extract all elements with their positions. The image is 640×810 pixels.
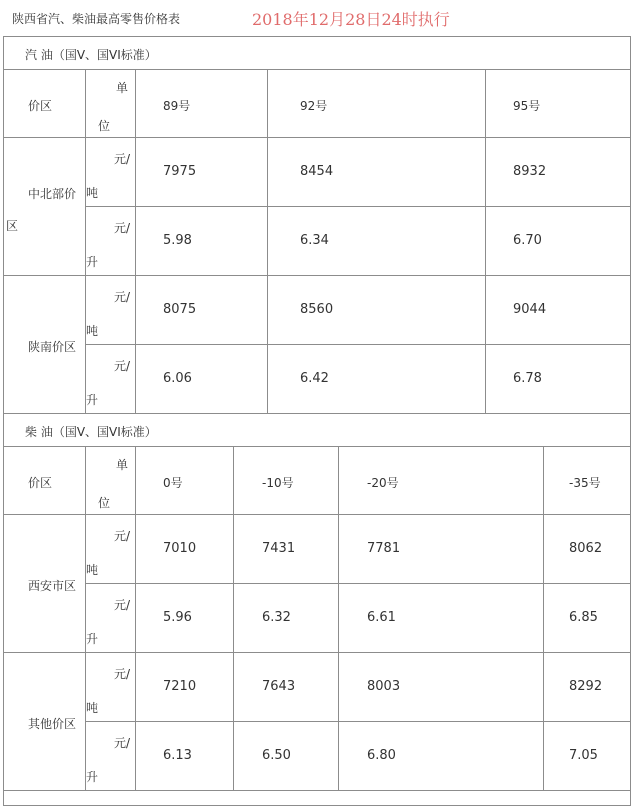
diesel-value-0-1-2: 6.61 — [367, 610, 396, 625]
grid-line — [85, 69, 86, 413]
diesel-unit-header: 单 — [116, 458, 129, 472]
grid-line — [3, 413, 631, 414]
diesel-value-1-1-0: 6.13 — [163, 748, 192, 763]
diesel-grade-3: -35号 — [569, 476, 601, 490]
diesel-value-1-0-1: 7643 — [262, 679, 296, 694]
gasoline-value-0-0-2: 8932 — [513, 164, 547, 179]
diesel-region-header: 价区 — [28, 476, 53, 490]
grid-line — [85, 344, 631, 345]
gasoline-value-1-0-2: 9044 — [513, 302, 547, 317]
grid-line — [485, 69, 486, 413]
diesel-value-0-0-3: 8062 — [569, 541, 603, 556]
gasoline-region-name-1: 陕南价区 — [28, 340, 77, 354]
gasoline-unit-1-0-b: 吨 — [86, 324, 99, 338]
grid-line — [3, 69, 631, 70]
gasoline-unit-1-1: 元/ — [114, 359, 131, 373]
diesel-value-1-0-2: 8003 — [367, 679, 401, 694]
diesel-unit-1-0-b: 吨 — [86, 701, 99, 715]
gasoline-grade-2: 95号 — [513, 99, 541, 113]
gasoline-section-title: 汽 油（国V、国VI标准） — [25, 48, 157, 62]
gasoline-value-0-1-0: 5.98 — [163, 233, 192, 248]
diesel-value-0-1-1: 6.32 — [262, 610, 291, 625]
grid-line — [543, 446, 544, 790]
diesel-region-name-1: 其他价区 — [28, 717, 77, 731]
gasoline-unit-0-0-b: 吨 — [86, 186, 99, 200]
diesel-unit-0-0: 元/ — [114, 529, 131, 543]
diesel-value-1-0-0: 7210 — [163, 679, 197, 694]
gasoline-grade-1: 92号 — [300, 99, 328, 113]
diesel-value-0-0-1: 7431 — [262, 541, 296, 556]
diesel-value-1-1-1: 6.50 — [262, 748, 291, 763]
diesel-unit-header: 位 — [98, 496, 111, 510]
gasoline-grade-0: 89号 — [163, 99, 191, 113]
diesel-value-1-1-2: 6.80 — [367, 748, 396, 763]
diesel-value-0-1-0: 5.96 — [163, 610, 192, 625]
grid-line — [3, 446, 631, 447]
diesel-unit-1-1-b: 升 — [86, 770, 99, 784]
grid-line — [267, 69, 268, 413]
diesel-unit-0-1-b: 升 — [86, 632, 99, 646]
gasoline-value-0-0-0: 7975 — [163, 164, 197, 179]
gasoline-unit-1-0: 元/ — [114, 290, 131, 304]
grid-line — [3, 137, 631, 138]
grid-line — [3, 36, 4, 806]
gasoline-value-0-1-2: 6.70 — [513, 233, 542, 248]
gasoline-value-0-0-1: 8454 — [300, 164, 334, 179]
diesel-value-1-1-3: 7.05 — [569, 748, 598, 763]
diesel-value-0-0-0: 7010 — [163, 541, 197, 556]
price-table — [3, 36, 631, 806]
diesel-unit-0-1: 元/ — [114, 598, 131, 612]
gasoline-unit-0-0: 元/ — [114, 152, 131, 166]
grid-line — [85, 206, 631, 207]
gasoline-unit-0-1-b: 升 — [86, 255, 99, 269]
grid-line — [3, 275, 631, 276]
gasoline-unit-1-1-b: 升 — [86, 393, 99, 407]
grid-line — [3, 805, 631, 806]
effective-date: 2018年12月28日24时执行 — [252, 10, 450, 29]
grid-line — [85, 583, 631, 584]
gasoline-value-1-1-0: 6.06 — [163, 371, 192, 386]
diesel-value-0-1-3: 6.85 — [569, 610, 598, 625]
gasoline-region-name-0-cont: 区 — [6, 219, 19, 233]
gasoline-value-1-1-1: 6.42 — [300, 371, 329, 386]
gasoline-value-0-1-1: 6.34 — [300, 233, 329, 248]
diesel-unit-1-0: 元/ — [114, 667, 131, 681]
gasoline-unit-header: 单 — [116, 81, 129, 95]
diesel-value-1-0-3: 8292 — [569, 679, 603, 694]
grid-line — [3, 36, 631, 37]
gasoline-region-name-0: 中北部价 — [28, 187, 77, 201]
gasoline-value-1-0-1: 8560 — [300, 302, 334, 317]
diesel-grade-2: -20号 — [367, 476, 399, 490]
grid-line — [85, 721, 631, 722]
diesel-grade-1: -10号 — [262, 476, 294, 490]
grid-line — [233, 446, 234, 790]
diesel-region-name-0: 西安市区 — [28, 579, 77, 593]
diesel-section-title: 柴 油（国V、国VI标准） — [25, 425, 157, 439]
page-header — [0, 0, 640, 36]
grid-line — [135, 69, 136, 413]
grid-line — [3, 514, 631, 515]
table-title: 陕西省汽、柴油最高零售价格表 — [12, 12, 181, 26]
gasoline-unit-0-1: 元/ — [114, 221, 131, 235]
grid-line — [338, 446, 339, 790]
grid-line — [630, 36, 631, 806]
diesel-value-0-0-2: 7781 — [367, 541, 401, 556]
diesel-grade-0: 0号 — [163, 476, 183, 490]
gasoline-value-1-0-0: 8075 — [163, 302, 197, 317]
grid-line — [85, 446, 86, 790]
gasoline-unit-header: 位 — [98, 119, 111, 133]
gasoline-region-header: 价区 — [28, 99, 53, 113]
grid-line — [3, 652, 631, 653]
diesel-unit-0-0-b: 吨 — [86, 563, 99, 577]
grid-line — [135, 446, 136, 790]
gasoline-value-1-1-2: 6.78 — [513, 371, 542, 386]
watermark — [395, 773, 625, 803]
diesel-unit-1-1: 元/ — [114, 736, 131, 750]
